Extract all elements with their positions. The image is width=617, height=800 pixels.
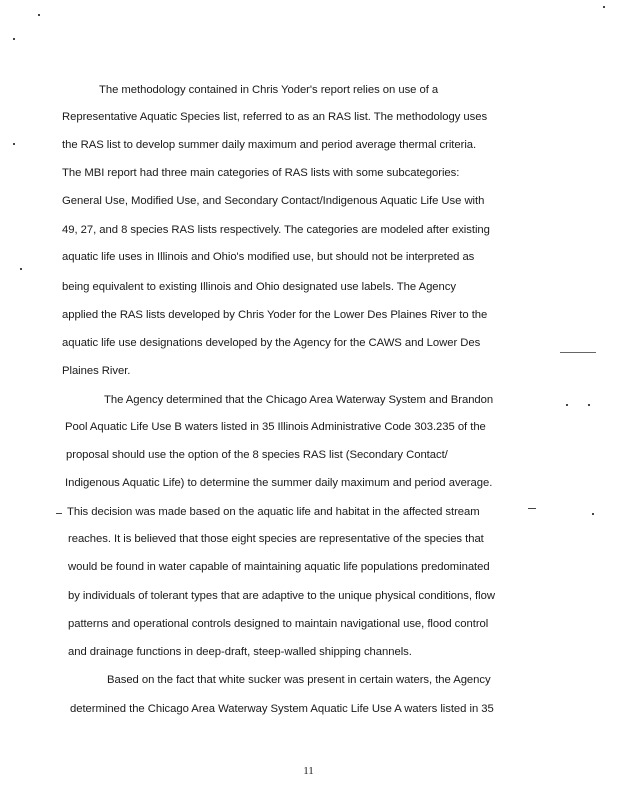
paragraph-1-line-7: aquatic life uses in Illinois and Ohio's modified use, but should not be interpreted as bbox=[62, 251, 475, 263]
paragraph-2-line-5: This decision was made based on the aquatic life and habitat in the affected stream bbox=[67, 506, 480, 518]
paragraph-1-line-2: Representative Aquatic Species list, referred to as an RAS list. The methodology uses bbox=[62, 111, 488, 123]
scan-speck bbox=[592, 513, 594, 515]
paragraph-1-line-8: being equivalent to existing Illinois and Ohio designated use labels. The Agency bbox=[62, 281, 456, 293]
paragraph-1-line-3: the RAS list to develop summer daily maximum and period average thermal criteria. bbox=[62, 139, 477, 151]
paragraph-1-line-1: The methodology contained in Chris Yoder's report relies on use of a bbox=[99, 84, 439, 96]
scan-speck bbox=[588, 404, 590, 406]
scan-speck bbox=[20, 268, 22, 270]
scan-dash-mark bbox=[560, 352, 596, 353]
scan-speck bbox=[603, 6, 605, 8]
paragraph-2-line-6: reaches. It is believed that those eight species are representative of the species that bbox=[68, 533, 484, 545]
scan-dash-mark bbox=[56, 513, 62, 514]
paragraph-3-line-2: determined the Chicago Area Waterway System Aquatic Life Use A waters listed in 35 bbox=[70, 703, 494, 715]
paragraph-2-line-1: The Agency determined that the Chicago Area Waterway System and Brandon bbox=[104, 394, 494, 406]
paragraph-2-line-10: and drainage functions in deep-draft, steep-walled shipping channels. bbox=[68, 646, 412, 658]
scan-speck bbox=[13, 38, 15, 40]
paragraph-1-line-4: The MBI report had three main categories of RAS lists with some subcategories: bbox=[62, 167, 460, 179]
page-number: 11 bbox=[303, 765, 314, 777]
paragraph-1-line-5: General Use, Modified Use, and Secondary Contact/Indigenous Aquatic Life Use with bbox=[62, 195, 485, 207]
paragraph-2-line-2: Pool Aquatic Life Use B waters listed in 35 Illinois Administrative Code 303.235 of the bbox=[65, 421, 486, 433]
paragraph-3-line-1: Based on the fact that white sucker was present in certain waters, the Agency bbox=[107, 674, 491, 686]
paragraph-1-line-9: applied the RAS lists developed by Chris Yoder for the Lower Des Plaines River to the bbox=[62, 309, 488, 321]
scan-speck bbox=[38, 14, 40, 16]
scan-dash-mark bbox=[528, 508, 536, 509]
paragraph-2-line-4: Indigenous Aquatic Life) to determine the summer daily maximum and period average. bbox=[65, 477, 493, 489]
paragraph-2-line-7: would be found in water capable of maintaining aquatic life populations predominated bbox=[68, 561, 490, 573]
paragraph-1-line-11: Plaines River. bbox=[62, 365, 131, 377]
scan-speck bbox=[13, 143, 15, 145]
paragraph-2-line-3: proposal should use the option of the 8 species RAS list (Secondary Contact/ bbox=[66, 449, 448, 461]
paragraph-2-line-9: patterns and operational controls designed to maintain navigational use, flood control bbox=[68, 618, 489, 630]
scan-speck bbox=[566, 404, 568, 406]
paragraph-1-line-6: 49, 27, and 8 species RAS lists respectively. The categories are modeled after existing bbox=[62, 224, 490, 236]
paragraph-1-line-10: aquatic life use designations developed by the Agency for the CAWS and Lower Des bbox=[62, 337, 481, 349]
paragraph-2-line-8: by individuals of tolerant types that are adaptive to the unique physical conditions, flow bbox=[68, 590, 495, 602]
